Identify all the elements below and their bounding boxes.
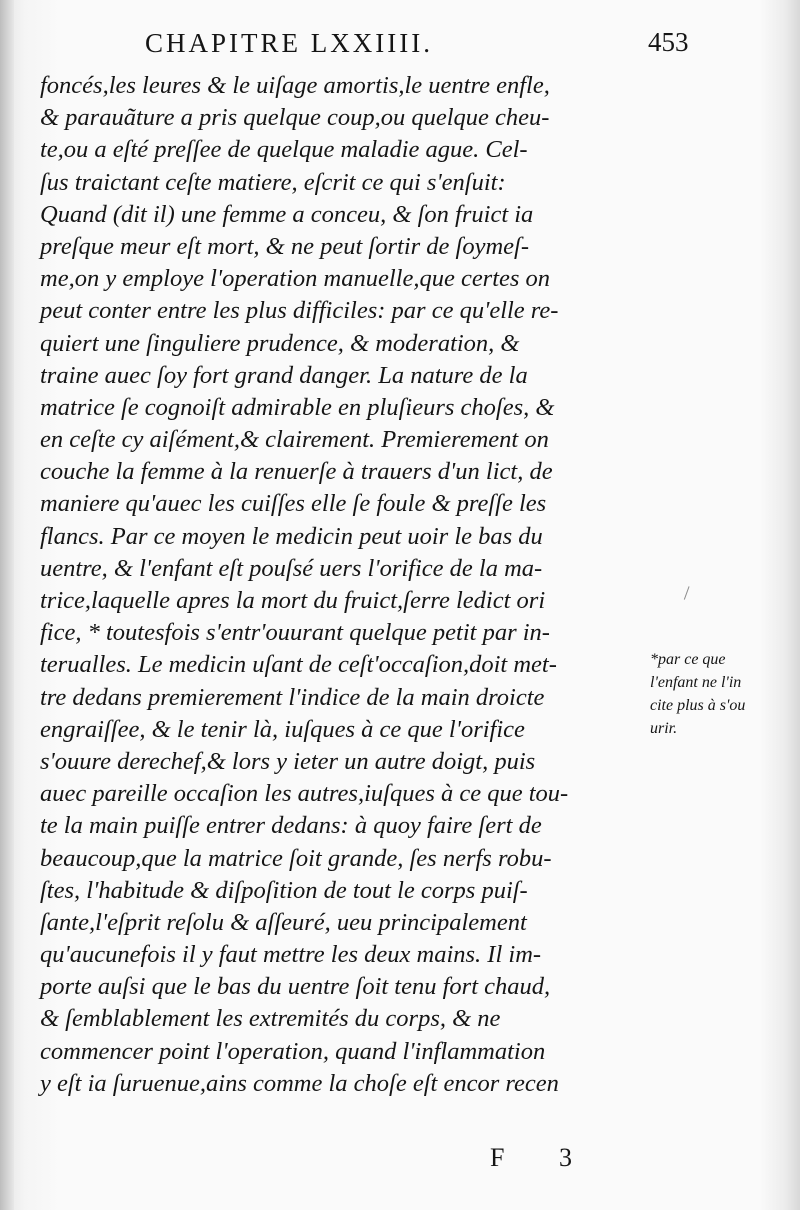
text-line: me,on y employe l'operation manuelle,que certes on bbox=[40, 265, 551, 293]
page-footer bbox=[0, 1143, 800, 1183]
text-line: Quand (dit il) une femme a conceu, & ſon fruict ia bbox=[40, 200, 534, 228]
page-gutter-shadow bbox=[0, 0, 14, 1210]
margin-note-line: cite plus à s'ou bbox=[650, 697, 746, 714]
text-line: matrice ſe cognoiſt admirable en pluſieurs choſes, & bbox=[40, 393, 555, 421]
page-header bbox=[0, 22, 800, 62]
text-line: uentre, & l'enfant eſt pouſsé uers l'orifice de la ma- bbox=[40, 554, 543, 582]
text-line: qu'aucunefois il y faut mettre les deux mains. Il im- bbox=[40, 941, 542, 969]
text-line: maniere qu'auec les cuiſſes elle ſe foule & preſſe les bbox=[40, 490, 547, 518]
text-line: couche la femme à la renuerſe à trauers d'un lict, de bbox=[40, 458, 553, 486]
text-line: traine auec ſoy fort grand danger. La nature de la bbox=[40, 361, 528, 389]
text-line: porte auſsi que le bas du uentre ſoit tenu fort chaud, bbox=[40, 973, 551, 1001]
text-line: ſus traictant ceſte matiere, eſcrit ce qui s'enſuit: bbox=[40, 168, 506, 196]
margin-note-line: *par ce que bbox=[650, 651, 726, 668]
text-line: preſque meur eſt mort, & ne peut ſortir de ſoymeſ- bbox=[40, 232, 529, 260]
main-text-block bbox=[40, 70, 650, 1100]
text-line: ſante,l'eſprit reſolu & aſſeuré, ueu principalement bbox=[40, 908, 527, 936]
text-line: fice, * toutesfois s'entr'ouurant quelque petit par in- bbox=[40, 619, 550, 647]
text-line: peut conter entre les plus difficiles: par ce qu'elle re- bbox=[40, 297, 559, 325]
text-line: te,ou a eſté preſſee de quelque maladie ague. Cel- bbox=[40, 136, 528, 164]
margin-note-line: l'enfant ne l'in bbox=[650, 674, 742, 691]
text-line: te la main puiſſe entrer dedans: à quoy faire ſert de bbox=[40, 812, 542, 840]
text-line: quiert une ſinguliere prudence, & moderation, & bbox=[40, 329, 520, 357]
margin-mark bbox=[684, 586, 695, 602]
text-line: trice,laquelle apres la mort du fruict,ſerre ledict ori bbox=[40, 587, 546, 614]
running-title: CHAPITRE LXXIIII. bbox=[145, 28, 433, 58]
text-line: & ſemblablement les extremités du corps, & ne bbox=[40, 1005, 501, 1033]
text-line: s'ouure derechef,& lors y ieter un autre doigt, puis bbox=[40, 747, 536, 775]
text-line: ſtes, l'habitude & diſpoſition de tout le corps puiſ- bbox=[40, 876, 528, 904]
text-line: en ceſte cy aiſément,& clairement. Premierement on bbox=[40, 426, 549, 454]
text-line: flancs. Par ce moyen le medicin peut uoir le bas du bbox=[40, 522, 543, 550]
text-line: auec pareille occaſion les autres,iuſques à ce que tou- bbox=[40, 780, 569, 808]
text-line: terualles. Le medicin uſant de ceſt'occaſion,doit met- bbox=[40, 651, 557, 679]
text-line: beaucoup,que la matrice ſoit grande, ſes nerfs robu- bbox=[40, 844, 552, 872]
text-line: foncés,les leures & le uiſage amortis,le uentre enfle, bbox=[40, 72, 550, 99]
text-line: commencer point l'operation, quand l'inflammation bbox=[40, 1037, 546, 1065]
text-line: & parauãture a pris quelque coup,ou quelque cheu- bbox=[40, 104, 550, 132]
margin-note-line: urir. bbox=[650, 720, 678, 737]
signature-mark: F 3 bbox=[490, 1143, 596, 1172]
margin-note bbox=[650, 648, 790, 740]
text-line: y eſt ia ſuruenue,ains comme la choſe eſt encor recen bbox=[40, 1069, 559, 1097]
text-line: tre dedans premierement l'indice de la main droicte bbox=[40, 683, 545, 711]
text-line: engraiſſee, & le tenir là, iuſques à ce que l'orifice bbox=[40, 715, 525, 743]
page-number: 453 bbox=[648, 27, 689, 57]
